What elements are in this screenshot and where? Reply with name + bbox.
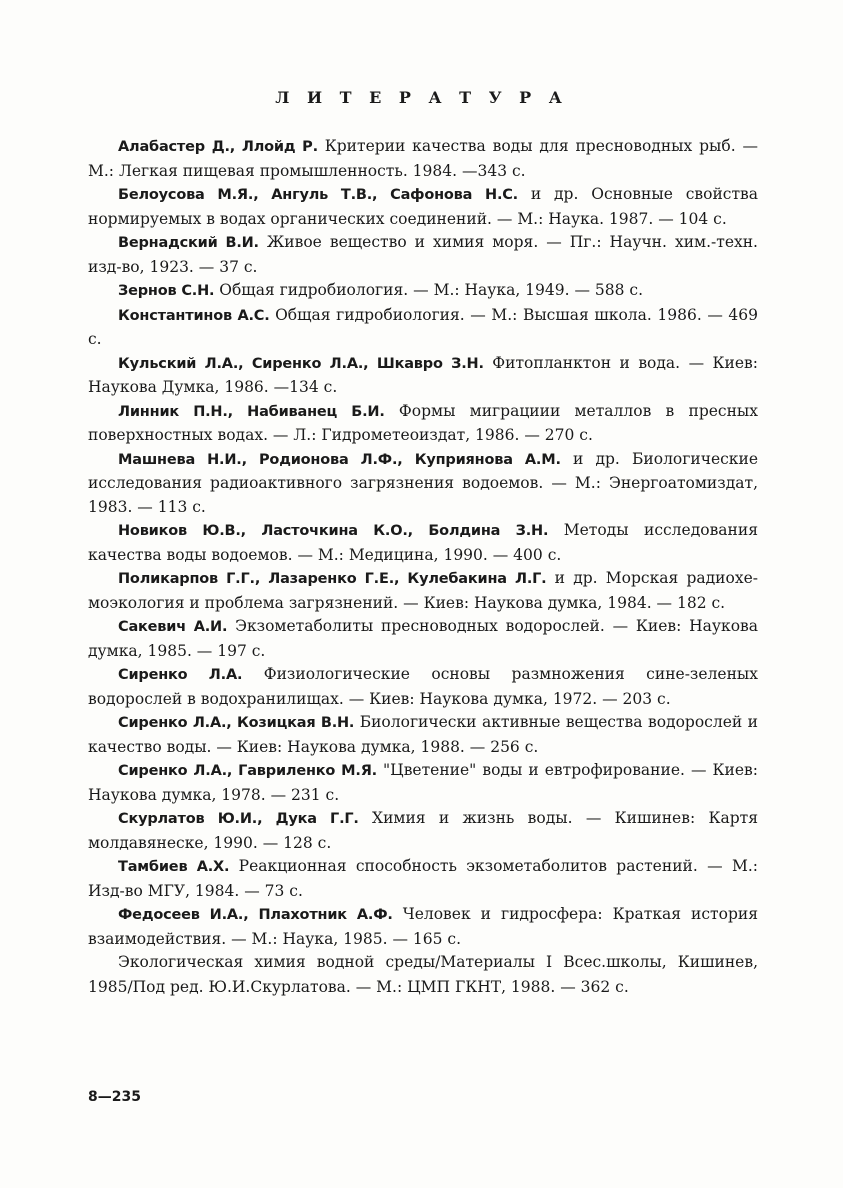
reference-item: [88, 519, 758, 567]
reference-text: и др. Биологические исследования радиоактивного загрязнения водоемов. — М.: Энергоатомиздат, 1983. — 113 с.: [88, 449, 758, 516]
reference-text: Химия и жизнь воды. — Кишинев: Картя молдавянеске, 1990. — 128 с.: [88, 809, 758, 852]
reference-authors: Белоусова М.Я., Ангуль Т.В., Сафонова Н.С.: [118, 187, 518, 203]
reference-item: [88, 759, 758, 807]
reference-text: "Цветение" воды и евтрофирование. — Киев: Наукова думка, 1978. — 231 с.: [88, 761, 758, 804]
reference-item: [88, 807, 758, 855]
reference-authors: Федосеев И.А., Плахотник А.Ф.: [118, 907, 393, 923]
reference-item: [88, 352, 758, 400]
reference-authors: Алабастер Д., Ллойд Р.: [118, 139, 318, 155]
reference-authors: Машнева Н.И., Родионова Л.Ф., Куприянова А.М.: [118, 451, 561, 468]
reference-item: [88, 855, 758, 903]
reference-text: Биологически активные вещества водорослей и качество воды. — Киев: Наукова думка, 1988. — 256 с.: [88, 713, 758, 756]
reference-text: и др. Морская радиохе-моэкология и проблема загрязнений. — Киев: Наукова думка, 1984. — 182 с.: [88, 569, 758, 612]
reference-item: [88, 951, 758, 999]
reference-text: Формы миграциии металлов в пресных поверхностных водах. — Л.: Гидрометеоиздат, 1986. — 270 с.: [88, 401, 759, 444]
reference-authors: Сиренко Л.А.: [118, 667, 243, 683]
reference-authors: Сиренко Л.А., Гавриленко М.Я.: [118, 763, 377, 779]
reference-text: Живое вещество и химия моря. — Пг.: Научн. хим.-техн. изд-во, 1923. — 37 с.: [88, 233, 758, 276]
reference-text: Общая гидробиология. — М.: Высшая школа. 1986. — 469 с.: [88, 305, 758, 348]
page-title: Л И Т Е Р А Т У Р А: [275, 88, 568, 107]
reference-item: [88, 304, 758, 352]
reference-authors: Линник П.Н., Набиванец Б.И.: [118, 403, 385, 420]
reference-authors: Поликарпов Г.Г., Лазаренко Г.Е., Кулебакина Л.Г.: [118, 571, 547, 587]
reference-authors: Сакевич А.И.: [118, 619, 228, 635]
reference-text: и др. Основные свойства нормируемых в водах органических соединений. — М.: Наука. 1987. — 104 с.: [88, 185, 758, 228]
reference-item: [88, 279, 758, 304]
reference-authors: Сиренко Л.А., Козицкая В.Н.: [118, 715, 355, 731]
reference-item: [88, 135, 758, 183]
reference-authors: Зернов С.Н.: [118, 283, 215, 299]
reference-authors: Скурлатов Ю.И., Дука Г.Г.: [118, 811, 359, 827]
reference-authors: Вернадский В.И.: [118, 235, 259, 251]
reference-authors: Константинов А.С.: [118, 307, 270, 324]
reference-item: [88, 183, 758, 231]
reference-text: Методы исследования качества воды водоемов. — М.: Медицина, 1990. — 400 с.: [88, 521, 758, 564]
reference-text: Физиологические основы размножения сине-зеленых водорослей в водохранилищах. — Киев: Наукова думка, 1972. — 203 с.: [88, 665, 758, 708]
reference-item: [88, 615, 758, 663]
reference-text: Общая гидробиология. — М.: Наука, 1949. — 588 с.: [214, 281, 644, 299]
reference-text: Человек и гидросфера: Краткая история взаимодействия. — М.: Наука, 1985. — 165 с.: [88, 905, 758, 948]
reference-list: [88, 135, 758, 999]
reference-item: [88, 400, 758, 448]
reference-text: Реакционная способность экзометаболитов растений. — М.: Изд-во МГУ, 1984. — 73 с.: [88, 857, 758, 900]
reference-item: [88, 231, 758, 279]
reference-item: [88, 448, 758, 520]
reference-text: Экзометаболиты пресноводных водорослей. — Киев: Наукова думка, 1985. — 197 с.: [88, 617, 758, 660]
reference-authors: Кульский Л.А., Сиренко Л.А., Шкавро З.Н.: [118, 355, 484, 372]
page-number: 8—235: [88, 1089, 141, 1105]
reference-item: [88, 567, 758, 615]
reference-text: Экологическая химия водной среды/Материалы I Всес.школы, Кишинев, 1985/Под ред. Ю.И.Скурлатова. — М.: ЦМП ГКНТ, 1988. — 362 с.: [88, 953, 758, 996]
reference-item: [88, 663, 758, 711]
reference-authors: Новиков Ю.В., Ласточкина К.О., Болдина З.Н.: [118, 523, 549, 539]
reference-item: [88, 903, 758, 951]
reference-text: Критерии качества воды для пресноводных рыб. — М.: Легкая пищевая промышленность. 1984. —343 с.: [88, 137, 758, 180]
reference-authors: Тамбиев А.Х.: [118, 859, 230, 875]
reference-text: Фитопланктон и вода. — Киев: Наукова Думка, 1986. —134 с.: [88, 353, 759, 396]
reference-item: [88, 711, 758, 759]
